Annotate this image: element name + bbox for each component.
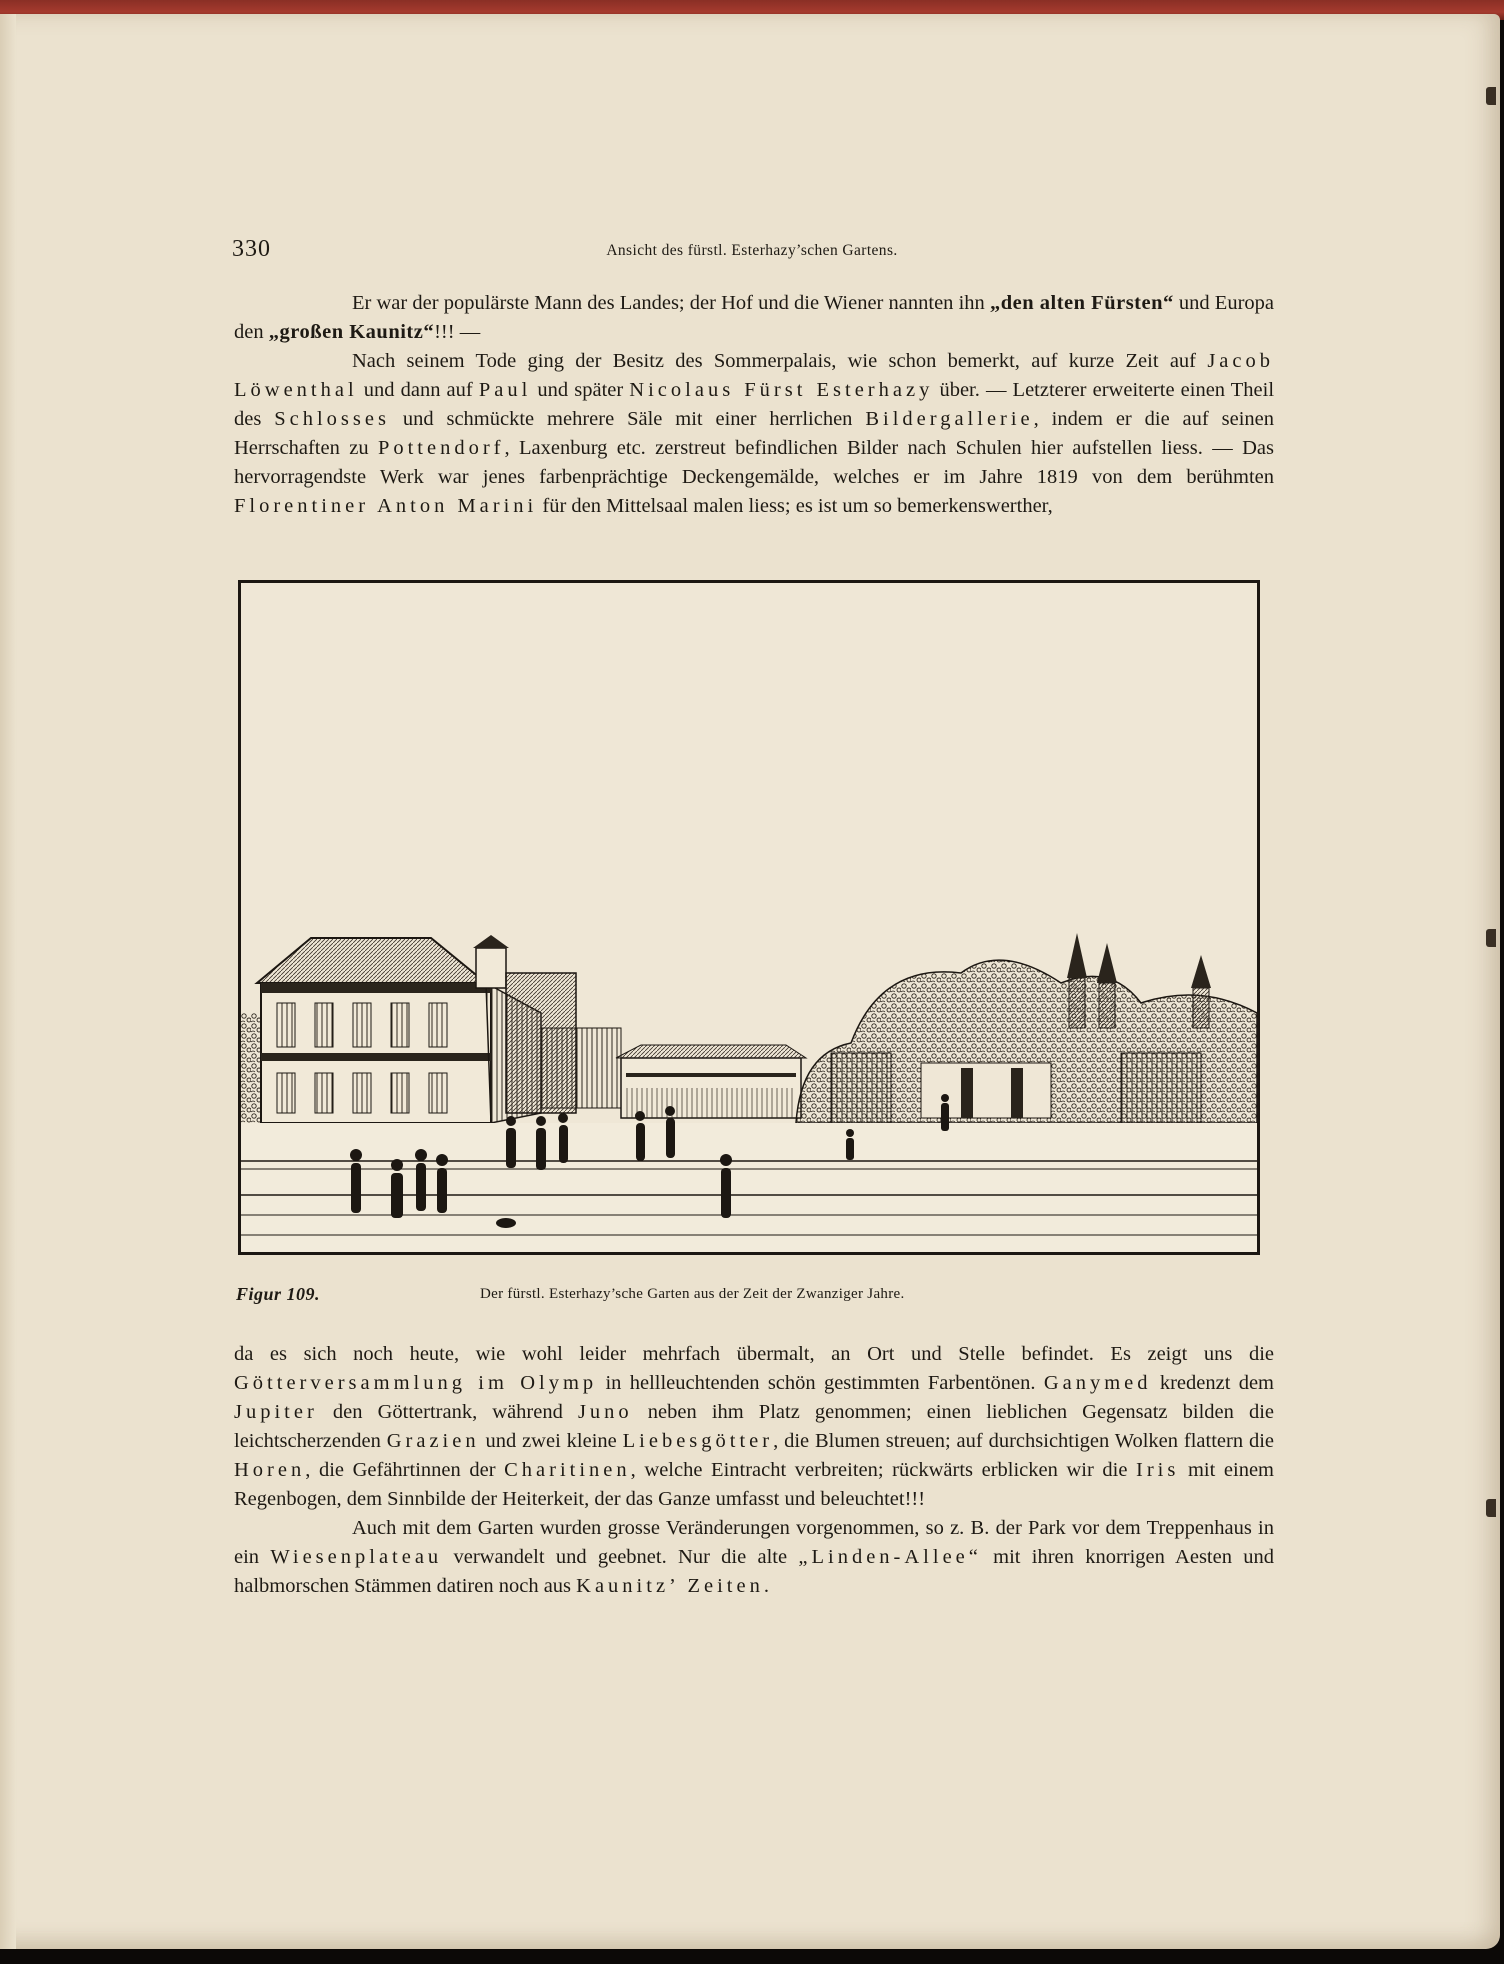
spaced-name: Horen — [234, 1459, 306, 1481]
text-run: da es sich noch heute, wie wohl leider mehrfach übermalt, an Ort und Stelle befindet. Es zeigt uns die — [234, 1343, 1274, 1365]
page-header — [232, 236, 1272, 266]
spaced-name: „Linden-Allee“ — [798, 1546, 982, 1568]
spaced-name: Iris — [1136, 1459, 1180, 1481]
spaced-name: Grazien — [386, 1430, 480, 1452]
distant-palace — [616, 1045, 806, 1118]
text-run: Nach seinem Tode ging der Besitz des Sommerpalais, wie schon bemerkt, auf kurze Zeit auf — [352, 350, 1208, 372]
fraktur-quote: „großen Kaunitz“ — [268, 321, 435, 343]
text-run: und schmückte mehrere Säle mit einer herrlichen — [389, 408, 866, 430]
page-edge-tab — [1486, 87, 1496, 105]
spaced-name: Jupiter — [234, 1401, 318, 1423]
spaced-name: Nicolaus Fürst Esterhazy — [629, 379, 934, 401]
text-run: . — [763, 1575, 769, 1597]
spaced-name: Pottendorf — [377, 437, 505, 459]
spaced-name: Schlosses — [274, 408, 390, 430]
text-run: , indem er die auf seinen Herrschaften zu — [234, 408, 1274, 459]
text-run: in hellleuchtenden schön gestimmten Farbentönen. — [597, 1372, 1044, 1394]
text-run: mit einem Regenbogen, dem Sinnbilde der Heiterkeit, der das Ganze umfasst und beleuchtet!!! — [234, 1459, 1274, 1510]
figure-illustration — [238, 580, 1260, 1255]
text-run: über. — Letzterer erweiterte einen Theil des — [234, 379, 1275, 430]
figure-label: Figur 109. — [236, 1284, 321, 1304]
text-run: den Göttertrank, während — [317, 1401, 578, 1423]
spaced-name: Liebesgötter — [622, 1430, 774, 1452]
text-run: für den Mittelsaal malen liess; es ist um so bemerkenswerther, — [537, 495, 1053, 517]
spaced-name: Bildergallerie — [865, 408, 1034, 430]
text-run: Auch mit dem Garten wurden grosse Veränderungen vorgenommen, so z. B. der Park vor dem Treppenhaus in ein — [234, 1517, 1274, 1568]
text-run: , welche Eintracht verbreiten; rückwärts erblicken wir die — [630, 1459, 1137, 1481]
paragraph — [234, 1514, 1274, 1601]
caption-text: Der fürstl. Esterhazy’sche Garten aus der Zeit der Zwanziger Jahre. — [480, 1286, 905, 1302]
text-block-top — [234, 289, 1274, 521]
text-run: und Europa den — [234, 292, 1275, 343]
spaced-name: Florentiner Anton Marini — [234, 495, 538, 517]
text-run: und dann auf — [357, 379, 479, 401]
paragraph — [234, 289, 1274, 347]
paragraph — [234, 347, 1274, 521]
spaced-name: Paul — [478, 379, 532, 401]
spaced-name: Juno — [577, 1401, 633, 1423]
text-run: neben ihm Platz genommen; einen lieblichen Gegensatz bilden die leichtscherzenden — [234, 1401, 1274, 1452]
page-number: 330 — [232, 236, 271, 262]
text-run: und zwei kleine — [479, 1430, 623, 1452]
spaced-name: Götterversammlung im Olymp — [234, 1372, 598, 1394]
fraktur-quote: „den alten Fürsten“ — [989, 292, 1174, 314]
spaced-name: Kaunitz’ Zeiten — [576, 1575, 764, 1597]
text-run: und später — [531, 379, 630, 401]
text-run: , die Gefährtinnen der — [305, 1459, 505, 1481]
text-run: kredenzt dem — [1151, 1372, 1274, 1394]
paragraph — [234, 1340, 1274, 1514]
spaced-name: Wiesenplateau — [270, 1546, 443, 1568]
garden-engraving — [241, 583, 1257, 1252]
spaced-name: Charitinen — [504, 1459, 631, 1481]
text-run: !!! — — [434, 321, 481, 343]
page-gutter — [0, 14, 16, 1949]
text-run: , die Blumen streuen; auf durchsichtigen Wolken flattern die — [773, 1430, 1275, 1452]
running-head: Ansicht des fürstl. Esterhazy’schen Gartens. — [606, 242, 898, 259]
text-run: Er war der populärste Mann des Landes; der Hof und die Wiener nannten ihn — [352, 292, 990, 314]
page-edge-tab — [1486, 1499, 1496, 1517]
text-block-bottom — [234, 1340, 1274, 1601]
text-run: mit ihren knorrigen Aesten und halbmorschen Stämmen datiren noch aus — [234, 1546, 1275, 1597]
text-run: verwandelt und geebnet. Nur die alte — [442, 1546, 799, 1568]
figure-caption — [236, 1284, 1276, 1310]
page-edge-tab — [1486, 929, 1496, 947]
text-run: , Laxenburg etc. zerstreut befindlichen Bilder nach Schulen hier aufstellen liess. — Das hervorragendste Werk war jenes farbenprächtige Deckengemälde, welches er im Jahre 1819 von dem berühmten — [234, 437, 1275, 488]
spaced-name: Ganymed — [1043, 1372, 1152, 1394]
spaced-name: Jacob Löwenthal — [234, 350, 1274, 401]
